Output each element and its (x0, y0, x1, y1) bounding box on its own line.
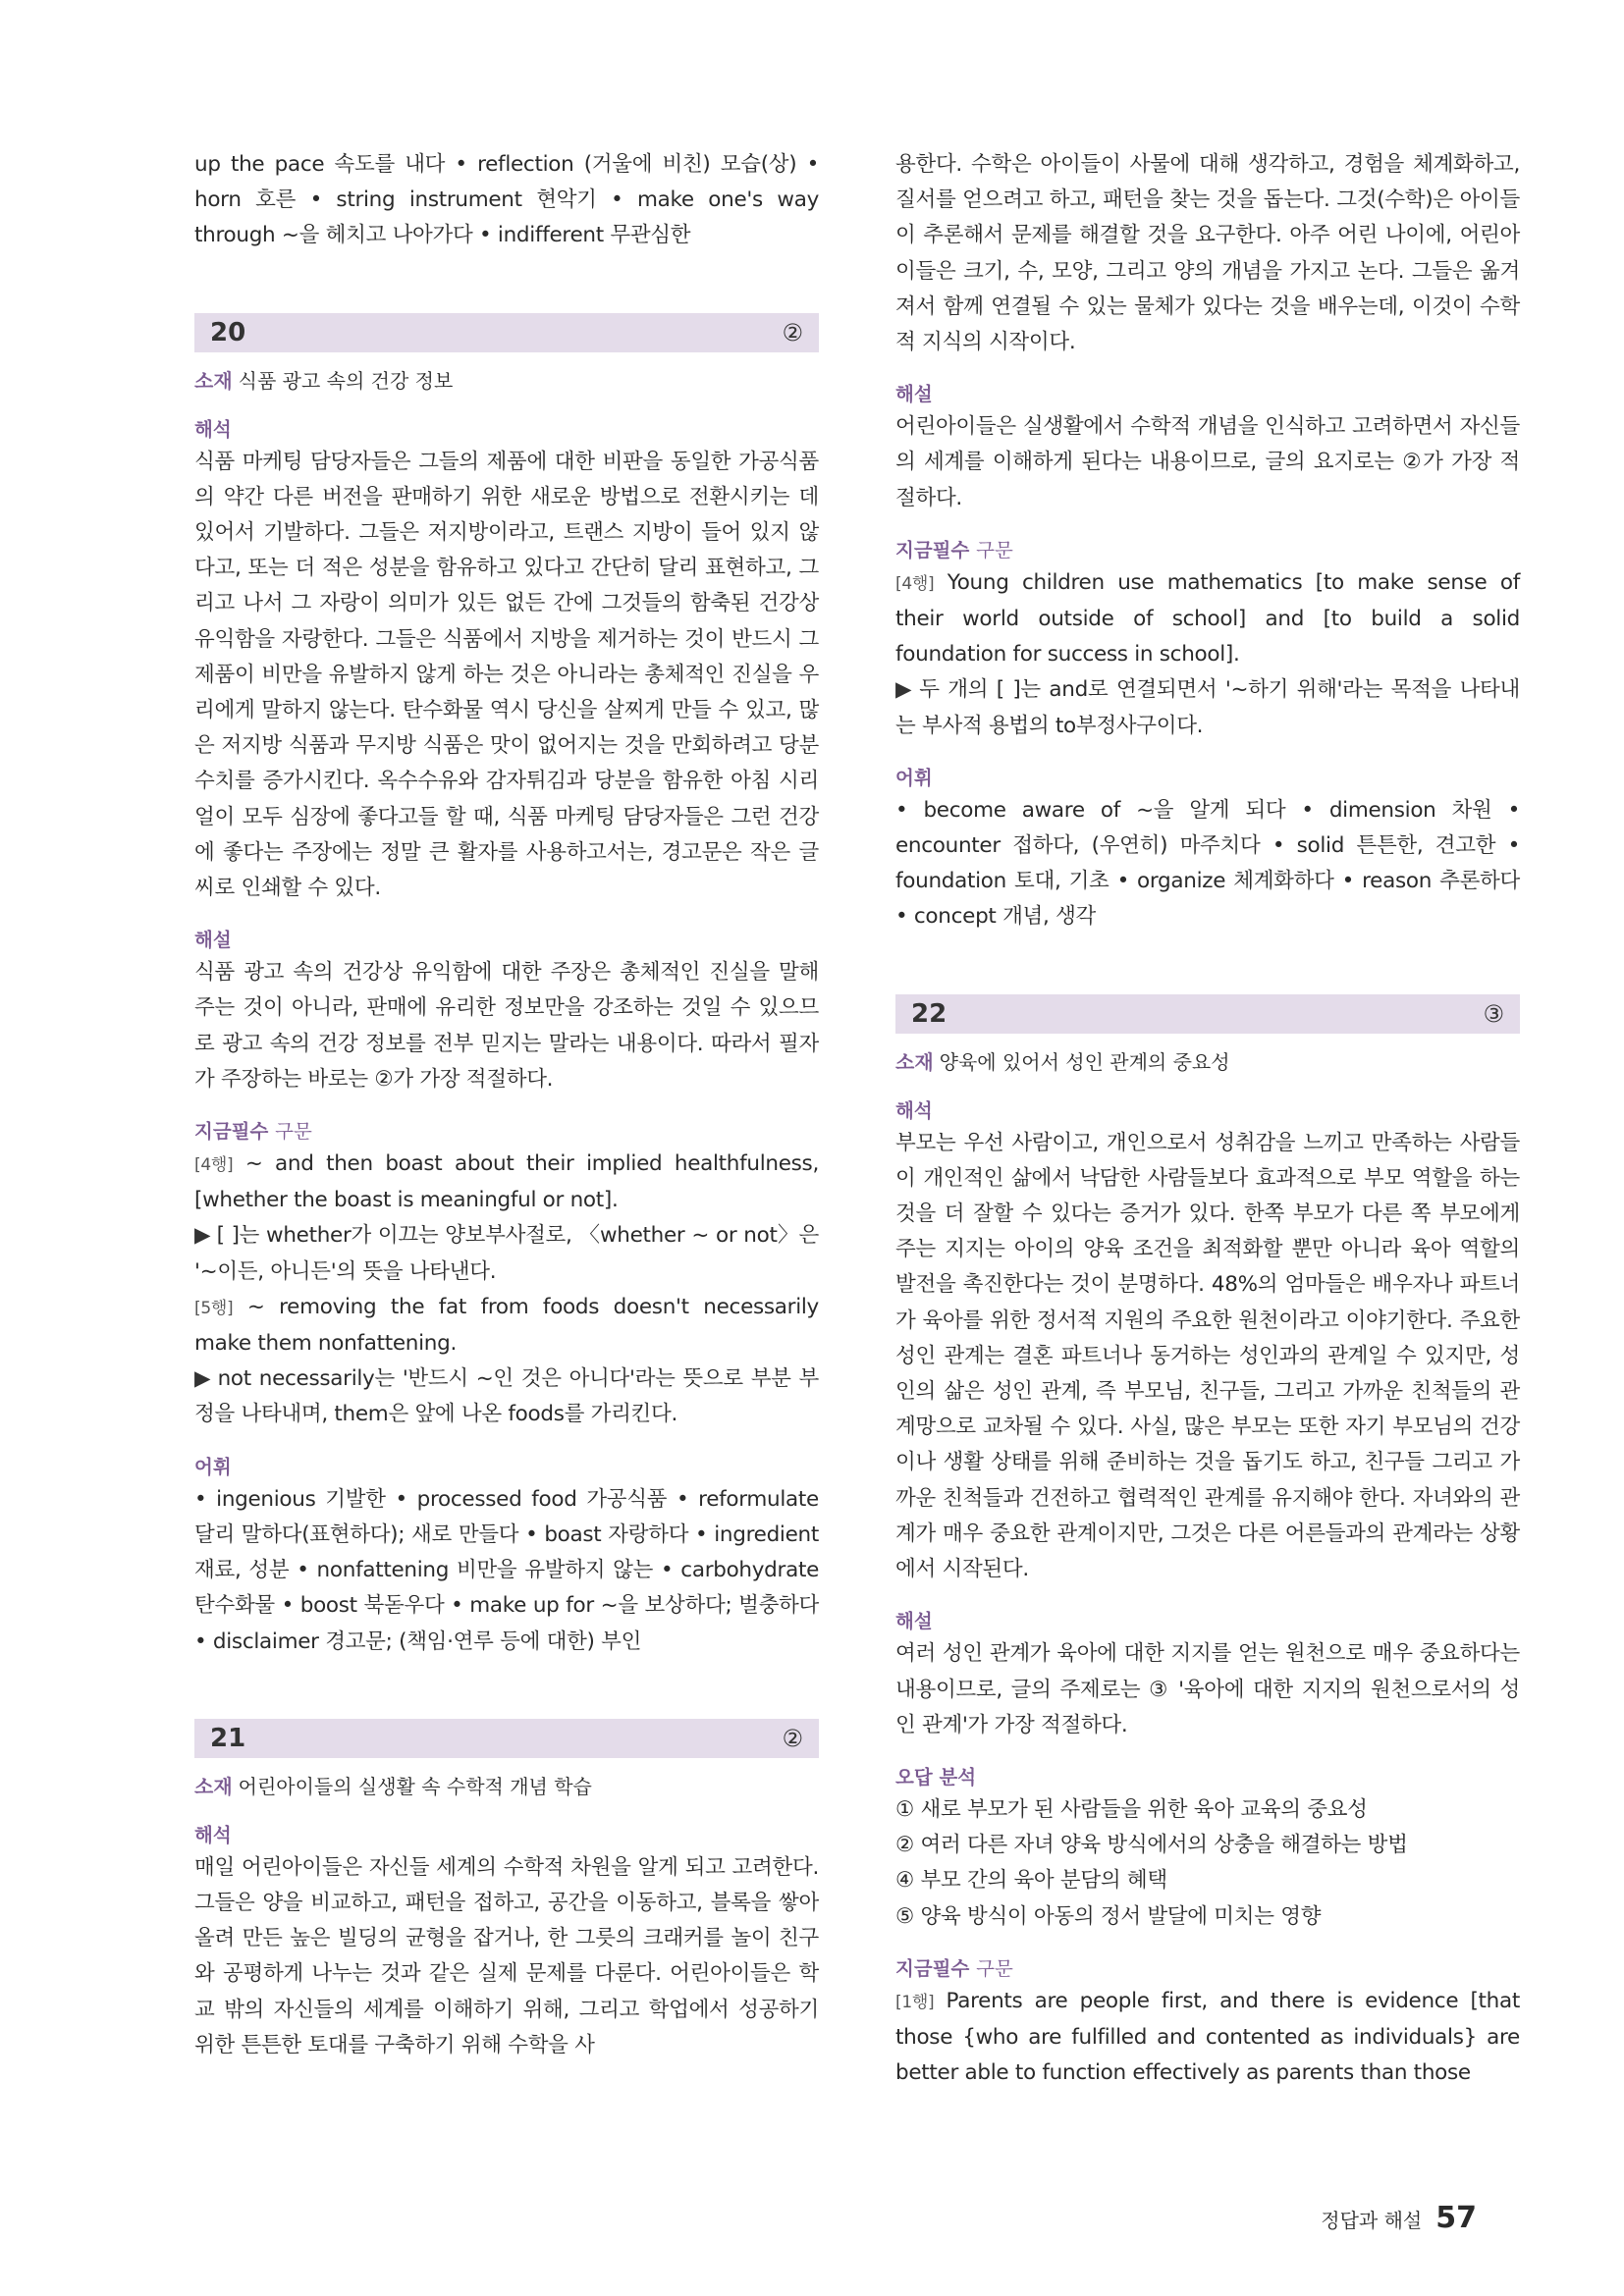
topic-label: 소재 (194, 1774, 233, 1798)
translation-continued: 용한다. 수학은 아이들이 사물에 대해 생각하고, 경험을 체계화하고, 질서를 얻으려고 하고, 패턴을 찾는 것을 돕는다. 그것(수학)은 아이들이 추론해서 문제를 해결할 것을 요구한다. 아주 어린 나이에, 어린아이들은 크기, 수, 모양, 그리고 양의 개념을 가지고 논다. 그들은 옮겨져서 함께 연결될 수 있는 물체가 있다는 것을 배우는데, 이것이 수학적 지식의 시작이다. (895, 152, 1520, 355)
grammar-label: 지금필수 구문 (895, 1956, 1013, 1980)
question-number: 21 (210, 1723, 246, 1753)
right-column (895, 147, 1520, 2091)
triangle-icon: ▶ (194, 1223, 211, 1249)
topic-text: 양육에 있어서 성인 관계의 중요성 (939, 1049, 1230, 1074)
grammar-sentence: [4행] Young children use mathematics [to make sense of their world outside of school] and [to build a solid foundation for success in school]. (895, 569, 1520, 667)
footer-label: 정답과 해설 (1321, 2209, 1423, 2232)
grammar-note: ▶ 두 개의 [ ]는 and로 연결되면서 '~하기 위해'라는 목적을 나타내는 부사적 용법의 to부정사구이다. (895, 677, 1520, 738)
vocab-label: 어휘 (194, 1455, 232, 1478)
vocab-text: • become aware of ~을 알게 되다 • dimension 차원 • encounter 접하다, (우연히) 마주치다 • solid 튼튼한, 견고한 • foundation 토대, 기초 • organize 체계화하다 • reason 추론하다 • concept 개념, 생각 (895, 797, 1520, 930)
grammar-sentence-2: [5행] ~ removing the fat from foods doesn't necessarily make them nonfattening. (194, 1294, 819, 1357)
question-number: 22 (911, 998, 947, 1029)
wrong-answer-item: ⑤ 양육 방식이 아동의 정서 발달에 미치는 영향 (895, 1903, 1322, 1929)
explanation-label: 해설 (895, 383, 933, 406)
grammar-label: 지금필수 구문 (895, 538, 1013, 561)
translation-text: 매일 어린아이들은 자신들 세계의 수학적 차원을 알게 되고 고려한다. 그들은 양을 비교하고, 패턴을 접하고, 공간을 이동하고, 블록을 쌓아올려 만든 높은 빌딩의 균형을 잡거나, 한 그릇의 크래커를 놀이 친구와 공평하게 나누는 것과 같은 실제 문제를 다룬다. 어린아이들은 학교 밖의 자신들의 세계를 이해하기 위해, 그리고 학업에서 성공하기 위한 튼튼한 토대를 구축하기 위해 수학을 사 (194, 1854, 819, 2057)
topic-line (194, 1772, 819, 1801)
vocab-label: 어휘 (895, 766, 933, 789)
explanation-label: 해설 (194, 929, 232, 952)
question-20-header (194, 313, 819, 352)
page-footer (1321, 2201, 1477, 2235)
topic-text: 어린아이들의 실생활 속 수학적 개념 학습 (238, 1774, 592, 1798)
vocab-top: up the pace 속도를 내다 • reflection (거울에 비친) 모습(상) • horn 호른 • string instrument 현악기 • make one's way through ~을 헤치고 나아가다 • indifferent 무관심한 (194, 152, 819, 248)
left-column (194, 147, 819, 2063)
translation-text: 부모는 우선 사람이고, 개인으로서 성취감을 느끼고 만족하는 사람들이 개인적인 삶에서 낙담한 사람들보다 효과적으로 부모 역할을 하는 것을 더 잘할 수 있다는 증거가 있다. 한쪽 부모가 다른 쪽 부모에게 주는 지지는 아이의 양육 조건을 최적화할 뿐만 아니라 육아 역할의 발전을 촉진한다는 것이 분명하다. 48%의 엄마들은 배우자나 파트너가 육아를 위한 정서적 지원의 주요한 원천이라고 이야기한다. 주요한 성인 관계는 결혼 파트너나 동거하는 성인과의 관계일 수 있지만, 성인의 삶은 성인 관계, 즉 부모님, 친구들, 그리고 가까운 친척들의 관계망으로 교차될 수 있다. 사실, 많은 부모는 또한 자기 부모님의 건강이나 생활 상태를 위해 준비하는 것을 돕기도 하고, 친구들 그리고 가까운 친척들과 건전하고 협력적인 관계를 유지해야 한다. 자녀와의 관계가 매우 중요한 관계이지만, 그것은 다른 어른들과의 관계라는 상황에서 시작된다. (895, 1130, 1520, 1582)
translation-label: 해석 (895, 1098, 933, 1122)
translation-label: 해석 (194, 417, 232, 441)
page-number: 57 (1435, 2201, 1477, 2235)
triangle-icon: ▶ (194, 1366, 212, 1392)
topic-label: 소재 (194, 368, 233, 393)
wrong-answer-item: ① 새로 부모가 된 사람들을 위한 육아 교육의 중요성 (895, 1796, 1368, 1822)
translation-text: 식품 마케팅 담당자들은 그들의 제품에 대한 비판을 동일한 가공식품의 약간 다른 버전을 판매하기 위한 새로운 방법으로 전환시키는 데 있어서 기발하다. 그들은 저지방이라고, 트랜스 지방이 들어 있지 않다고, 또는 더 적은 성분을 함유하고 있다고 간단히 달리 표현하고, 그리고 나서 그 자랑이 의미가 있든 없든 간에 그것들의 함축된 건강상 유익함을 자랑한다. 그들은 식품에서 지방을 제거하는 것이 반드시 그 제품이 비만을 유발하지 않게 하는 것은 아니라는 총체적인 진실을 우리에게 말하지 않는다. 탄수화물 역시 당신을 살찌게 만들 수 있고, 많은 저지방 식품과 무지방 식품은 맛이 없어지는 것을 만회하려고 당분 수치를 증가시킨다. 옥수수유와 감자튀김과 당분을 함유한 아침 시리얼이 모두 심장에 좋다고들 할 때, 식품 마케팅 담당자들은 그런 건강에 좋다는 주장에는 정말 큰 활자를 사용하고서는, 경고문은 작은 글씨로 인쇄할 수 있다. (194, 449, 819, 901)
topic-text: 식품 광고 속의 건강 정보 (238, 368, 454, 393)
explanation-label: 해설 (895, 1610, 933, 1633)
grammar-note-2: ▶ not necessarily는 '반드시 ~인 것은 아니다'라는 뜻으로 부분 부정을 나타내며, them은 앞에 나온 foods를 가리킨다. (194, 1366, 819, 1427)
line-ref: [4행] (194, 1155, 234, 1176)
answer-mark: ③ (1483, 999, 1504, 1028)
explanation-text: 어린아이들은 실생활에서 수학적 개념을 인식하고 고려하면서 자신들의 세계를 이해하게 된다는 내용이므로, 글의 요지로는 ②가 가장 적절하다. (895, 414, 1520, 510)
vocab-text: • ingenious 기발한 • processed food 가공식품 • reformulate 달리 말하다(표현하다); 새로 만들다 • boast 자랑하다 • ingredient 재료, 성분 • nonfattening 비만을 유발하지 않는 • carbohydrate 탄수화물 • boost 북돋우다 • make up for ~을 보상하다; 벌충하다 • disclaimer 경고문; (책임·연루 등에 대한) 부인 (194, 1486, 819, 1654)
answer-mark: ② (782, 1724, 803, 1752)
answer-mark: ② (782, 318, 803, 347)
question-number: 20 (210, 317, 246, 347)
line-ref: [4행] (895, 573, 935, 594)
explanation-text: 여러 성인 관계가 육아에 대한 지지를 얻는 원천으로 매우 중요하다는 내용이므로, 글의 주제로는 ③ '육아에 대한 지지의 원천으로서의 성인 관계'가 가장 적절하다. (895, 1641, 1520, 1737)
topic-label: 소재 (895, 1049, 934, 1074)
line-ref: [1행] (895, 1992, 935, 2012)
triangle-icon: ▶ (895, 677, 914, 703)
topic-line (194, 366, 819, 396)
explanation-text: 식품 광고 속의 건강상 유익함에 대한 주장은 총체적인 진실을 말해 주는 것이 아니라, 판매에 유리한 정보만을 강조하는 것일 수 있으므로 광고 속의 건강 정보를 전부 믿지는 말라는 내용이다. 따라서 필자가 주장하는 바로는 ②가 가장 적절하다. (194, 960, 819, 1092)
wrong-answer-item: ② 여러 다른 자녀 양육 방식에서의 상충을 해결하는 방법 (895, 1833, 1408, 1858)
grammar-label: 지금필수 구문 (194, 1120, 312, 1144)
question-22-header (895, 994, 1520, 1034)
grammar-note-1: ▶ [ ]는 whether가 이끄는 양보부사절로, 〈whether ~ or not〉은 '~이든, 아니든'의 뜻을 나타낸다. (194, 1223, 819, 1284)
line-ref: [5행] (194, 1298, 234, 1318)
grammar-sentence: [1행] Parents are people first, and there is evidence [that those {who are fulfilled and contented as individuals} are better able to function effectively as parents than those (895, 1988, 1520, 2086)
wrong-answer-item: ④ 부모 간의 육아 분담의 혜택 (895, 1868, 1167, 1894)
grammar-sentence-1: [4행] ~ and then boast about their implied healthfulness, [whether the boast is meaningful or not]. (194, 1151, 819, 1213)
question-21-header (194, 1719, 819, 1758)
translation-label: 해석 (194, 1823, 232, 1846)
wrong-answer-label: 오답 분석 (895, 1765, 977, 1789)
topic-line (895, 1047, 1520, 1077)
